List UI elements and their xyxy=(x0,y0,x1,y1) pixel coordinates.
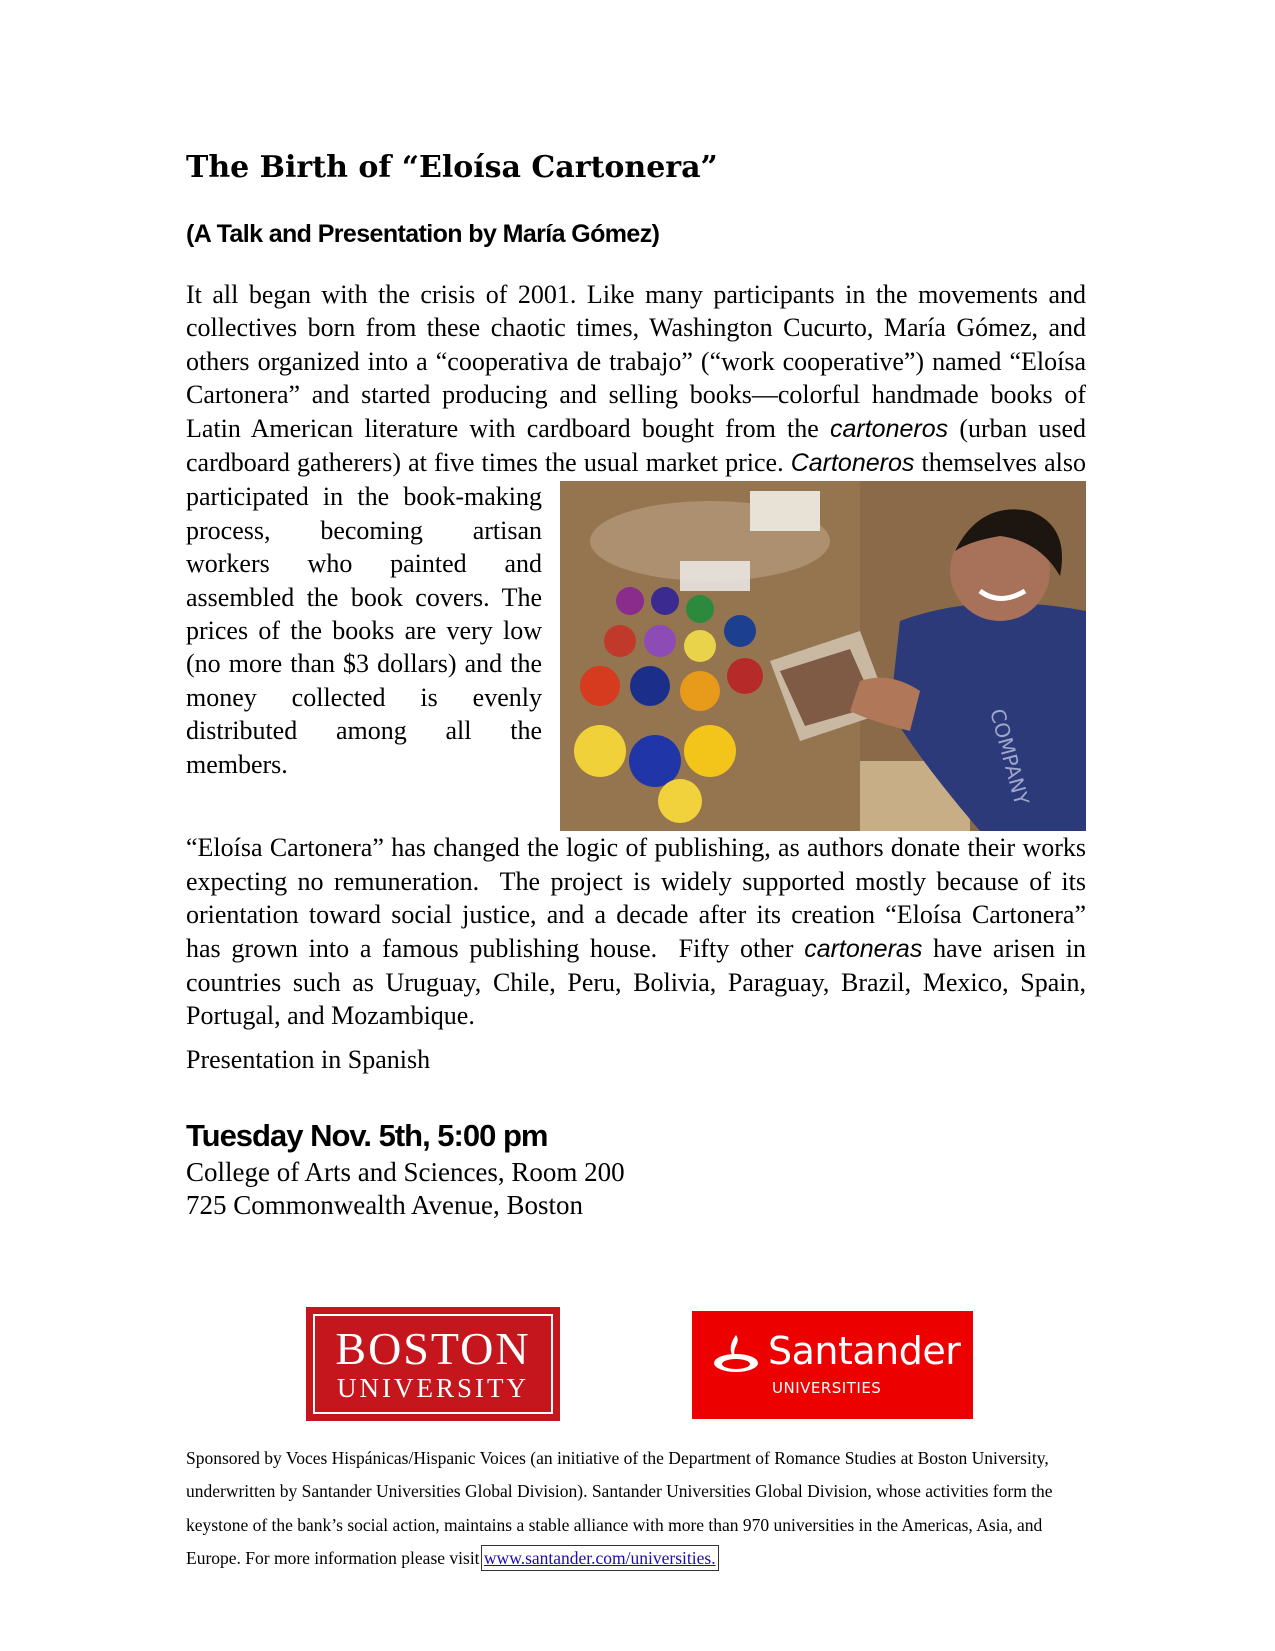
impact-text-1: “Eloísa Cartonera” has changed the logic of publishing, as authors donate their works expecting no remuneration. The project is widely supported mostly because of its orientation toward social justice, and a decade after its creation “Eloísa Cartonera” has grown into a famous publishing house. Fifty other xyxy=(186,833,1086,963)
venue-line-1: College of Arts and Sciences, Room 200 xyxy=(186,1157,625,1188)
photo-illustration xyxy=(560,481,1086,831)
bu-logo-frame xyxy=(313,1314,553,1414)
sponsor-text: Sponsored by Voces Hispánicas/Hispanic Voices (an initiative of the Department of Romance Studies at Boston University, underwritten by Santander Universities Global Division). Santander Universities Global Division, whose activities form the keystone of the bank’s social action, maintains a stable alliance with more than 970 universities in the Americas, Asia, and Europe. For more information please visit xyxy=(186,1448,1053,1569)
intro-text-2: (urban used cardboard gatherers) at five times the usual market price. xyxy=(186,413,1087,478)
sponsor-logos xyxy=(186,1307,1086,1427)
intro-paragraph xyxy=(186,278,1087,808)
artisan-painting-photo xyxy=(560,481,1086,831)
venue-line-2: 725 Commonwealth Avenue, Boston xyxy=(186,1190,583,1221)
flyer-subtitle: (A Talk and Presentation by María Gómez) xyxy=(186,220,660,248)
bu-logo-line2: UNIVERSITY xyxy=(337,1373,529,1403)
shirt-print: COMPANY xyxy=(985,706,1034,808)
language-note: Presentation in Spanish xyxy=(186,1044,431,1074)
impact-text-2: have arisen in countries such as Uruguay, Chile, Peru, Bolivia, Paraguay, Brazil, Mexico, Spain, Portugal, and Mozambique. xyxy=(186,933,1087,1031)
santander-universities-logo xyxy=(692,1311,973,1419)
boston-university-logo xyxy=(306,1307,560,1421)
flyer-page xyxy=(186,148,1087,1569)
term-cartoneros: cartoneros xyxy=(829,414,949,443)
term-cartoneros-capital: Cartoneros xyxy=(790,449,915,478)
santander-wordmark: Santander xyxy=(768,1329,961,1373)
santander-subtitle: UNIVERSITIES xyxy=(772,1379,882,1397)
impact-paragraph xyxy=(186,831,1086,1032)
bu-logo-line1: BOSTON xyxy=(335,1323,531,1374)
flyer-title: The Birth of “Eloísa Cartonera” xyxy=(186,150,718,185)
santander-universities-link[interactable]: www.santander.com/universities. xyxy=(483,1548,716,1569)
intro-text-3: themselves also participated in the book-making process, becoming artisan workers who painted and assembled the book covers. The prices of the books are very low (no more than $3 dollars) and the money collected is evenly distributed among all the members. xyxy=(186,448,1087,779)
term-cartoneras: cartoneras xyxy=(804,934,923,963)
sponsor-note xyxy=(186,1442,1086,1576)
event-date-time: Tuesday Nov. 5th, 5:00 pm xyxy=(186,1118,548,1154)
intro-text-1: It all began with the crisis of 2001. Like many participants in the movements and collectives born from these chaotic times, Washington Cucurto, María Gómez, and others organized into a “cooperativa de trabajo” (“work cooperative”) named “Eloísa Cartonera” and started producing and selling books—colorful handmade books of Latin American literature with cardboard bought from the xyxy=(186,280,1086,443)
santander-flame-icon xyxy=(712,1333,760,1373)
